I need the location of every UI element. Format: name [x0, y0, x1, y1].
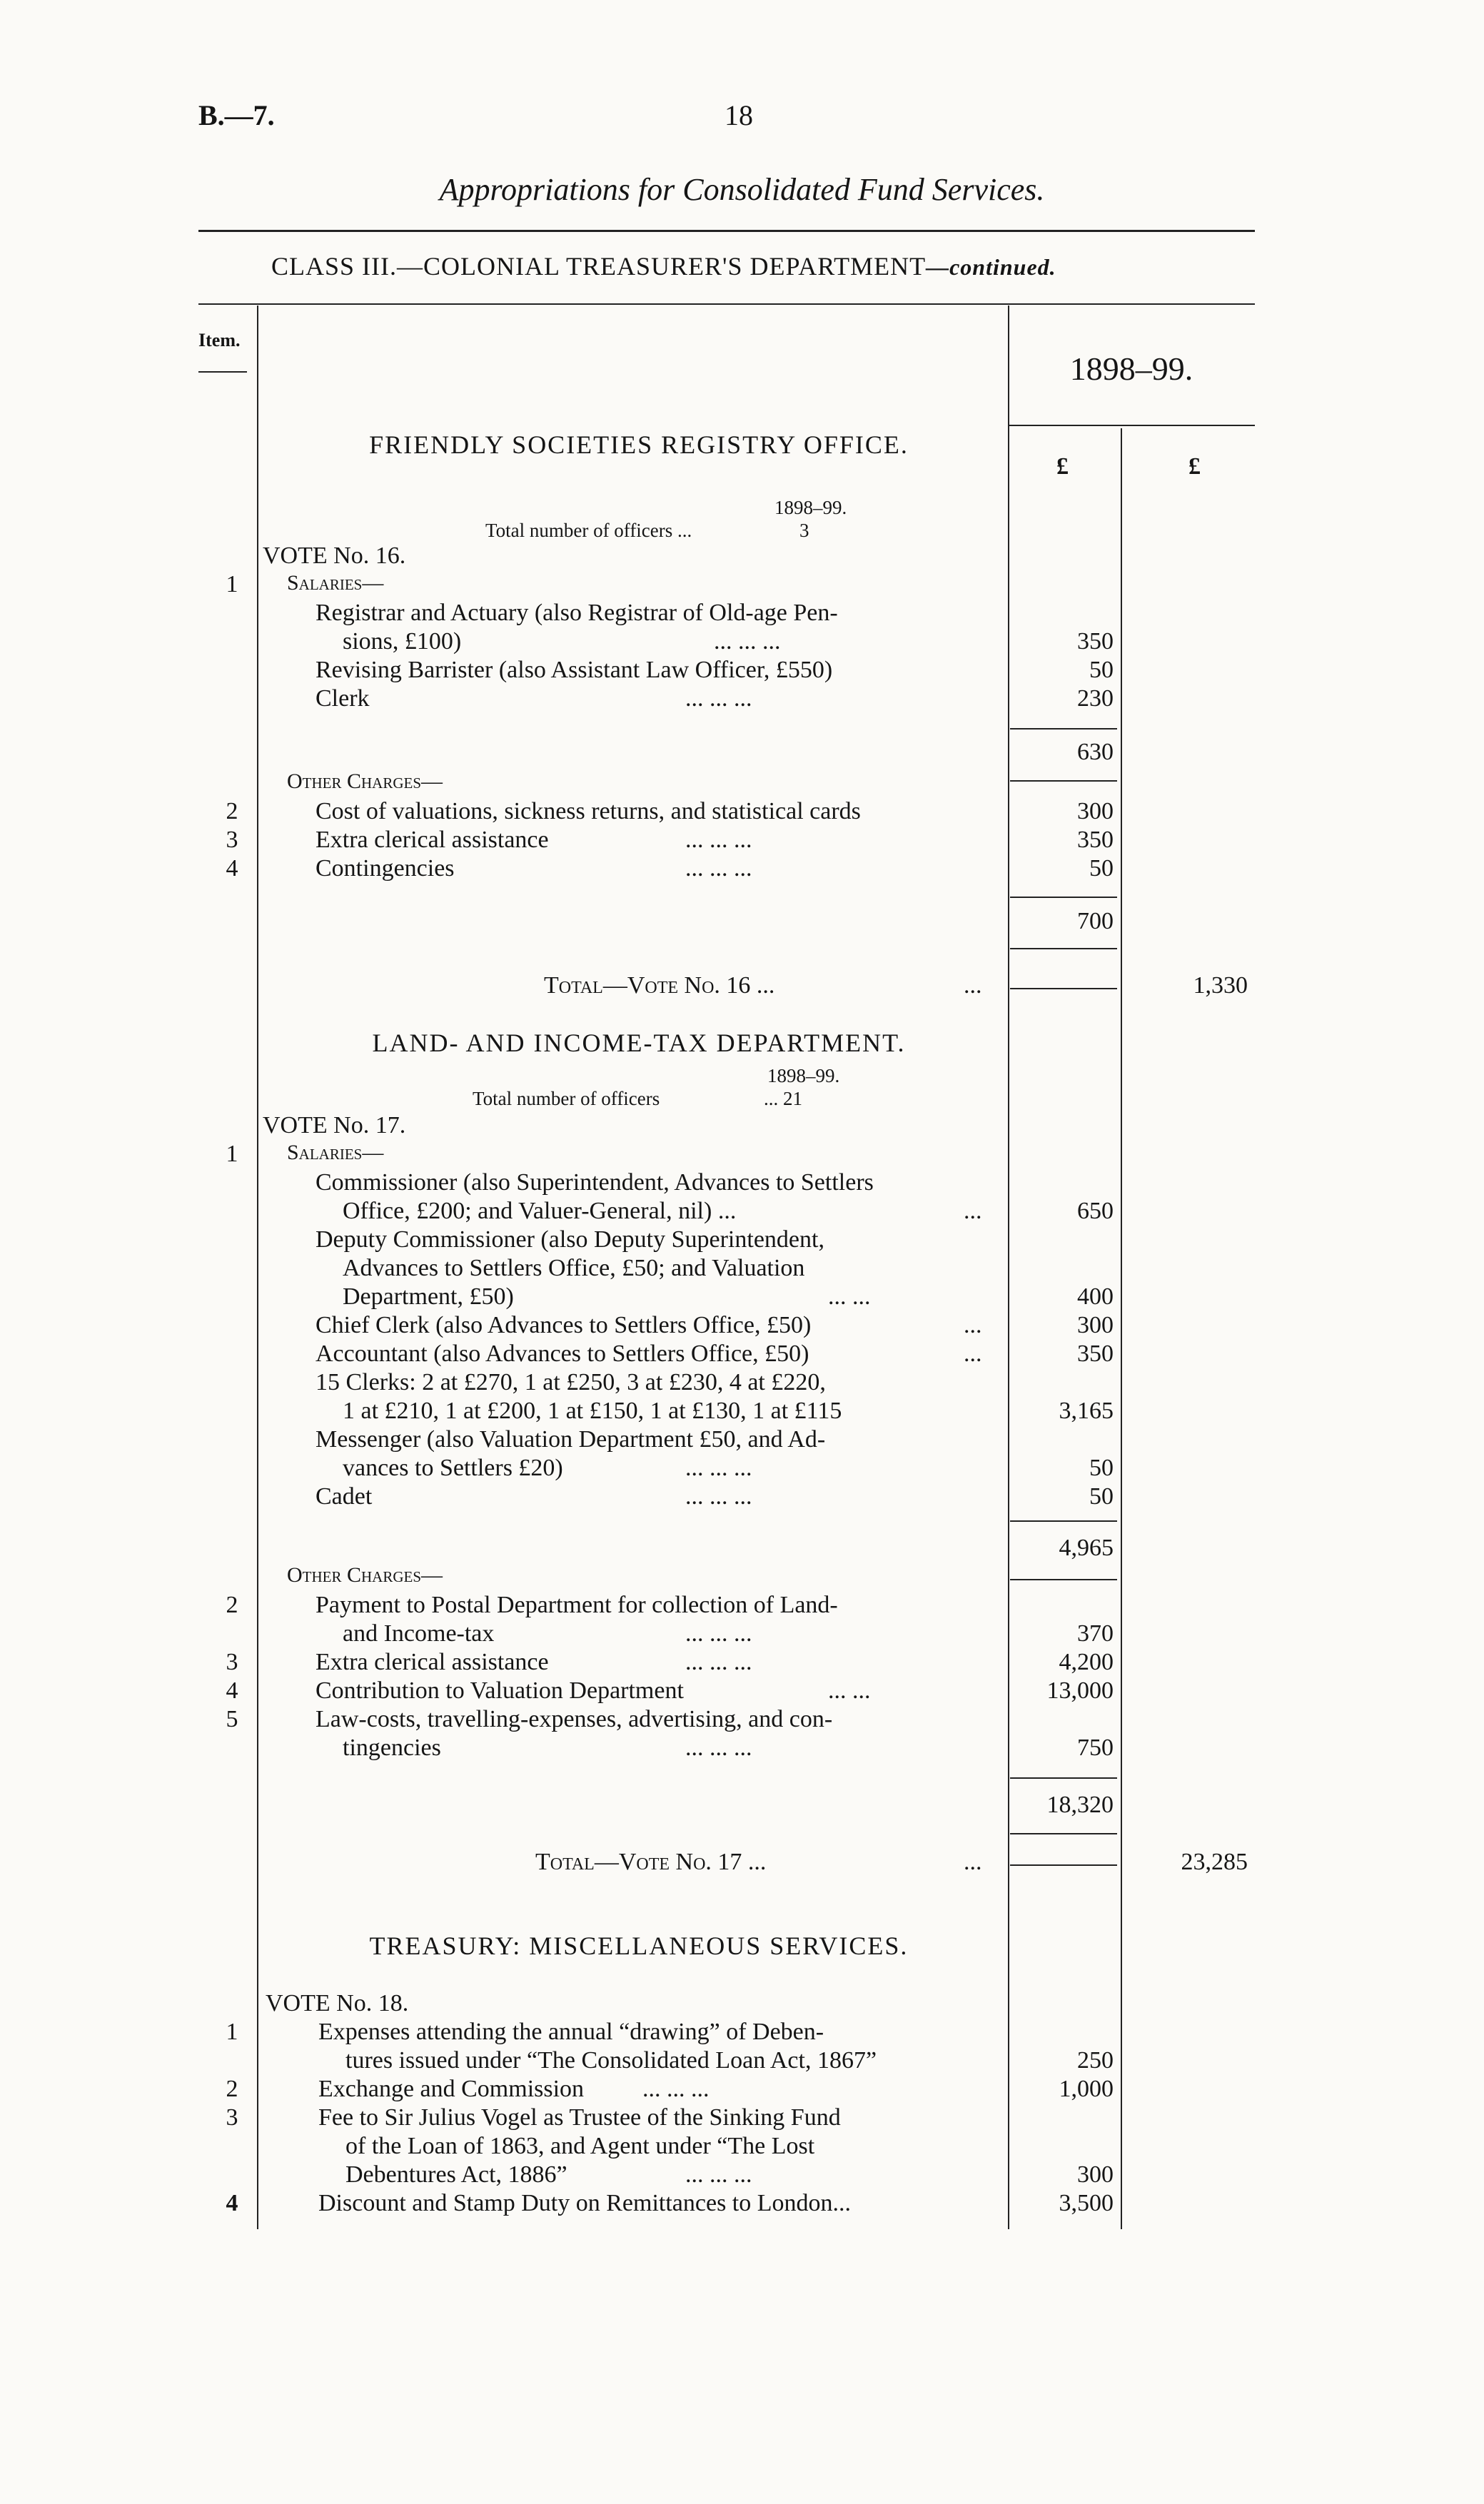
table-row: tures issued under “The Consolidated Loan Act, 1867” 250 [345, 2047, 1114, 2074]
officers-label: Total number of officers ... [485, 520, 692, 541]
total-rule [1010, 988, 1117, 989]
subtotal-rule [1010, 1777, 1117, 1779]
table-row: 3 Extra clerical assistance ... ... ... 350 [226, 827, 1114, 853]
table-row: Department, £50) ... ... 400 [343, 1283, 1114, 1310]
subtotal-rule [1010, 728, 1117, 730]
table-row: of the Loan of 1863, and Agent under “The Lost [345, 2133, 815, 2159]
officers-count: ... 21 [764, 1088, 802, 1109]
currency-header-2: £ [1188, 453, 1201, 480]
table-row: 4 Contingencies ... ... ... 50 [226, 855, 1114, 882]
total-rule [1010, 1864, 1117, 1866]
table-row: 3 Extra clerical assistance ... ... ... 4,200 [226, 1649, 1114, 1675]
table-row: tingencies ... ... ... 750 [343, 1735, 1114, 1761]
vote-heading-16: VOTE No. 16. [263, 542, 406, 569]
vote-total-16: Total—Vote No. 16 ... ... 1,330 [544, 972, 1248, 999]
section-title-land-income-tax: LAND- AND INCOME-TAX DEPARTMENT. [372, 1029, 906, 1057]
top-rule [198, 230, 1255, 232]
table-row: sions, £100) ... ... ... 350 [343, 628, 1114, 655]
table-row: Chief Clerk (also Advances to Settlers Office, £50) ... 300 [316, 1312, 1114, 1338]
table-row: Revising Barrister (also Assistant Law Officer, £550) 50 [316, 657, 1114, 683]
document-code: B.—7. [198, 99, 275, 131]
section-title-friendly-societies: FRIENDLY SOCIETIES REGISTRY OFFICE. [369, 430, 909, 459]
salaries-subtotal: 4,965 [1059, 1535, 1114, 1561]
table-row: 4 Contribution to Valuation Department ... ... 13,000 [226, 1677, 1114, 1704]
table-row: 1 Expenses attending the annual “drawing” of Deben- [226, 2019, 824, 2045]
item-header-rule [198, 371, 247, 373]
table-top-rule [198, 303, 1255, 305]
table-row: 3 Fee to Sir Julius Vogel as Trustee of the Sinking Fund [226, 2104, 841, 2131]
subtotal-rule [1010, 948, 1117, 949]
table-row: Debentures Act, 1886” ... ... ... 300 [345, 2161, 1114, 2188]
table-row: Registrar and Actuary (also Registrar of Old-age Pen- [316, 600, 838, 626]
item-column-header: Item. [198, 330, 241, 350]
page-title: Appropriations for Consolidated Fund Services. [439, 172, 1045, 207]
table-row: Deputy Commissioner (also Deputy Superintendent, [316, 1226, 824, 1253]
table-row: Advances to Settlers Office, £50; and Valuation [343, 1255, 805, 1281]
table-row: and Income-tax ... ... ... 370 [343, 1620, 1114, 1647]
table-row: Commissioner (also Superintendent, Advances to Settlers [316, 1169, 874, 1196]
other-charges-subtotal: 18,320 [1046, 1792, 1114, 1818]
table-row: Office, £200; and Valuer-General, nil) ... ... 650 [343, 1198, 1114, 1224]
table-row: Clerk ... ... ... 230 [316, 685, 1114, 712]
table-row: Other Charges— [287, 769, 443, 793]
table-row: 5 Law-costs, travelling-expenses, advertising, and con- [226, 1706, 833, 1732]
class-heading: CLASS III.—COLONIAL TREASURER'S DEPARTMENT—continued. [271, 252, 1056, 281]
currency-header-1: £ [1056, 453, 1069, 480]
table-row: 2 Cost of valuations, sickness returns, and statistical cards 300 [226, 798, 1114, 824]
year-header-rule [1008, 425, 1255, 426]
table-row: Cadet ... ... ... 50 [316, 1483, 1114, 1510]
table-row: 2 Payment to Postal Department for collection of Land- [226, 1592, 838, 1618]
table-row: 1 at £210, 1 at £200, 1 at £150, 1 at £130, 1 at £115 3,165 [343, 1398, 1114, 1424]
table-row: 2 Exchange and Commission ... ... ... 1,000 [226, 2076, 1114, 2102]
officers-count: 3 [799, 520, 809, 541]
vote-heading-17: VOTE No. 17. [263, 1112, 406, 1139]
table-row: Messenger (also Valuation Department £50, and Ad- [316, 1426, 826, 1453]
page-number: 18 [725, 99, 753, 131]
year-column-header: 1898–99. [1069, 350, 1193, 387]
table-row: 1 Salaries— [226, 571, 384, 597]
subtotal-rule [1010, 1520, 1117, 1522]
officers-year: 1898–99. [774, 497, 847, 518]
section-title-treasury: TREASURY: MISCELLANEOUS SERVICES. [369, 1932, 909, 1960]
officers-label: Total number of officers [473, 1088, 660, 1109]
subtotal-rule [1010, 897, 1117, 898]
table-row: Other Charges— [287, 1563, 443, 1587]
salaries-subtotal: 630 [1077, 739, 1114, 765]
table-row: Accountant (also Advances to Settlers Office, £50) ... 350 [316, 1341, 1114, 1367]
table-row: 4 Discount and Stamp Duty on Remittances to London... 3,500 [226, 2190, 1114, 2216]
vote-total-17: Total—Vote No. 17 ... ... 23,285 [535, 1849, 1248, 1875]
table-row: vances to Settlers £20) ... ... ... 50 [343, 1455, 1114, 1481]
vote-heading-18: VOTE No. 18. [266, 1990, 409, 2016]
subtotal-rule [1010, 1833, 1117, 1834]
officers-year: 1898–99. [767, 1065, 840, 1086]
other-charges-subtotal: 700 [1077, 908, 1114, 934]
table-row: 15 Clerks: 2 at £270, 1 at £250, 3 at £230, 4 at £220, [316, 1369, 826, 1395]
table-row: 1 Salaries— [226, 1141, 384, 1167]
